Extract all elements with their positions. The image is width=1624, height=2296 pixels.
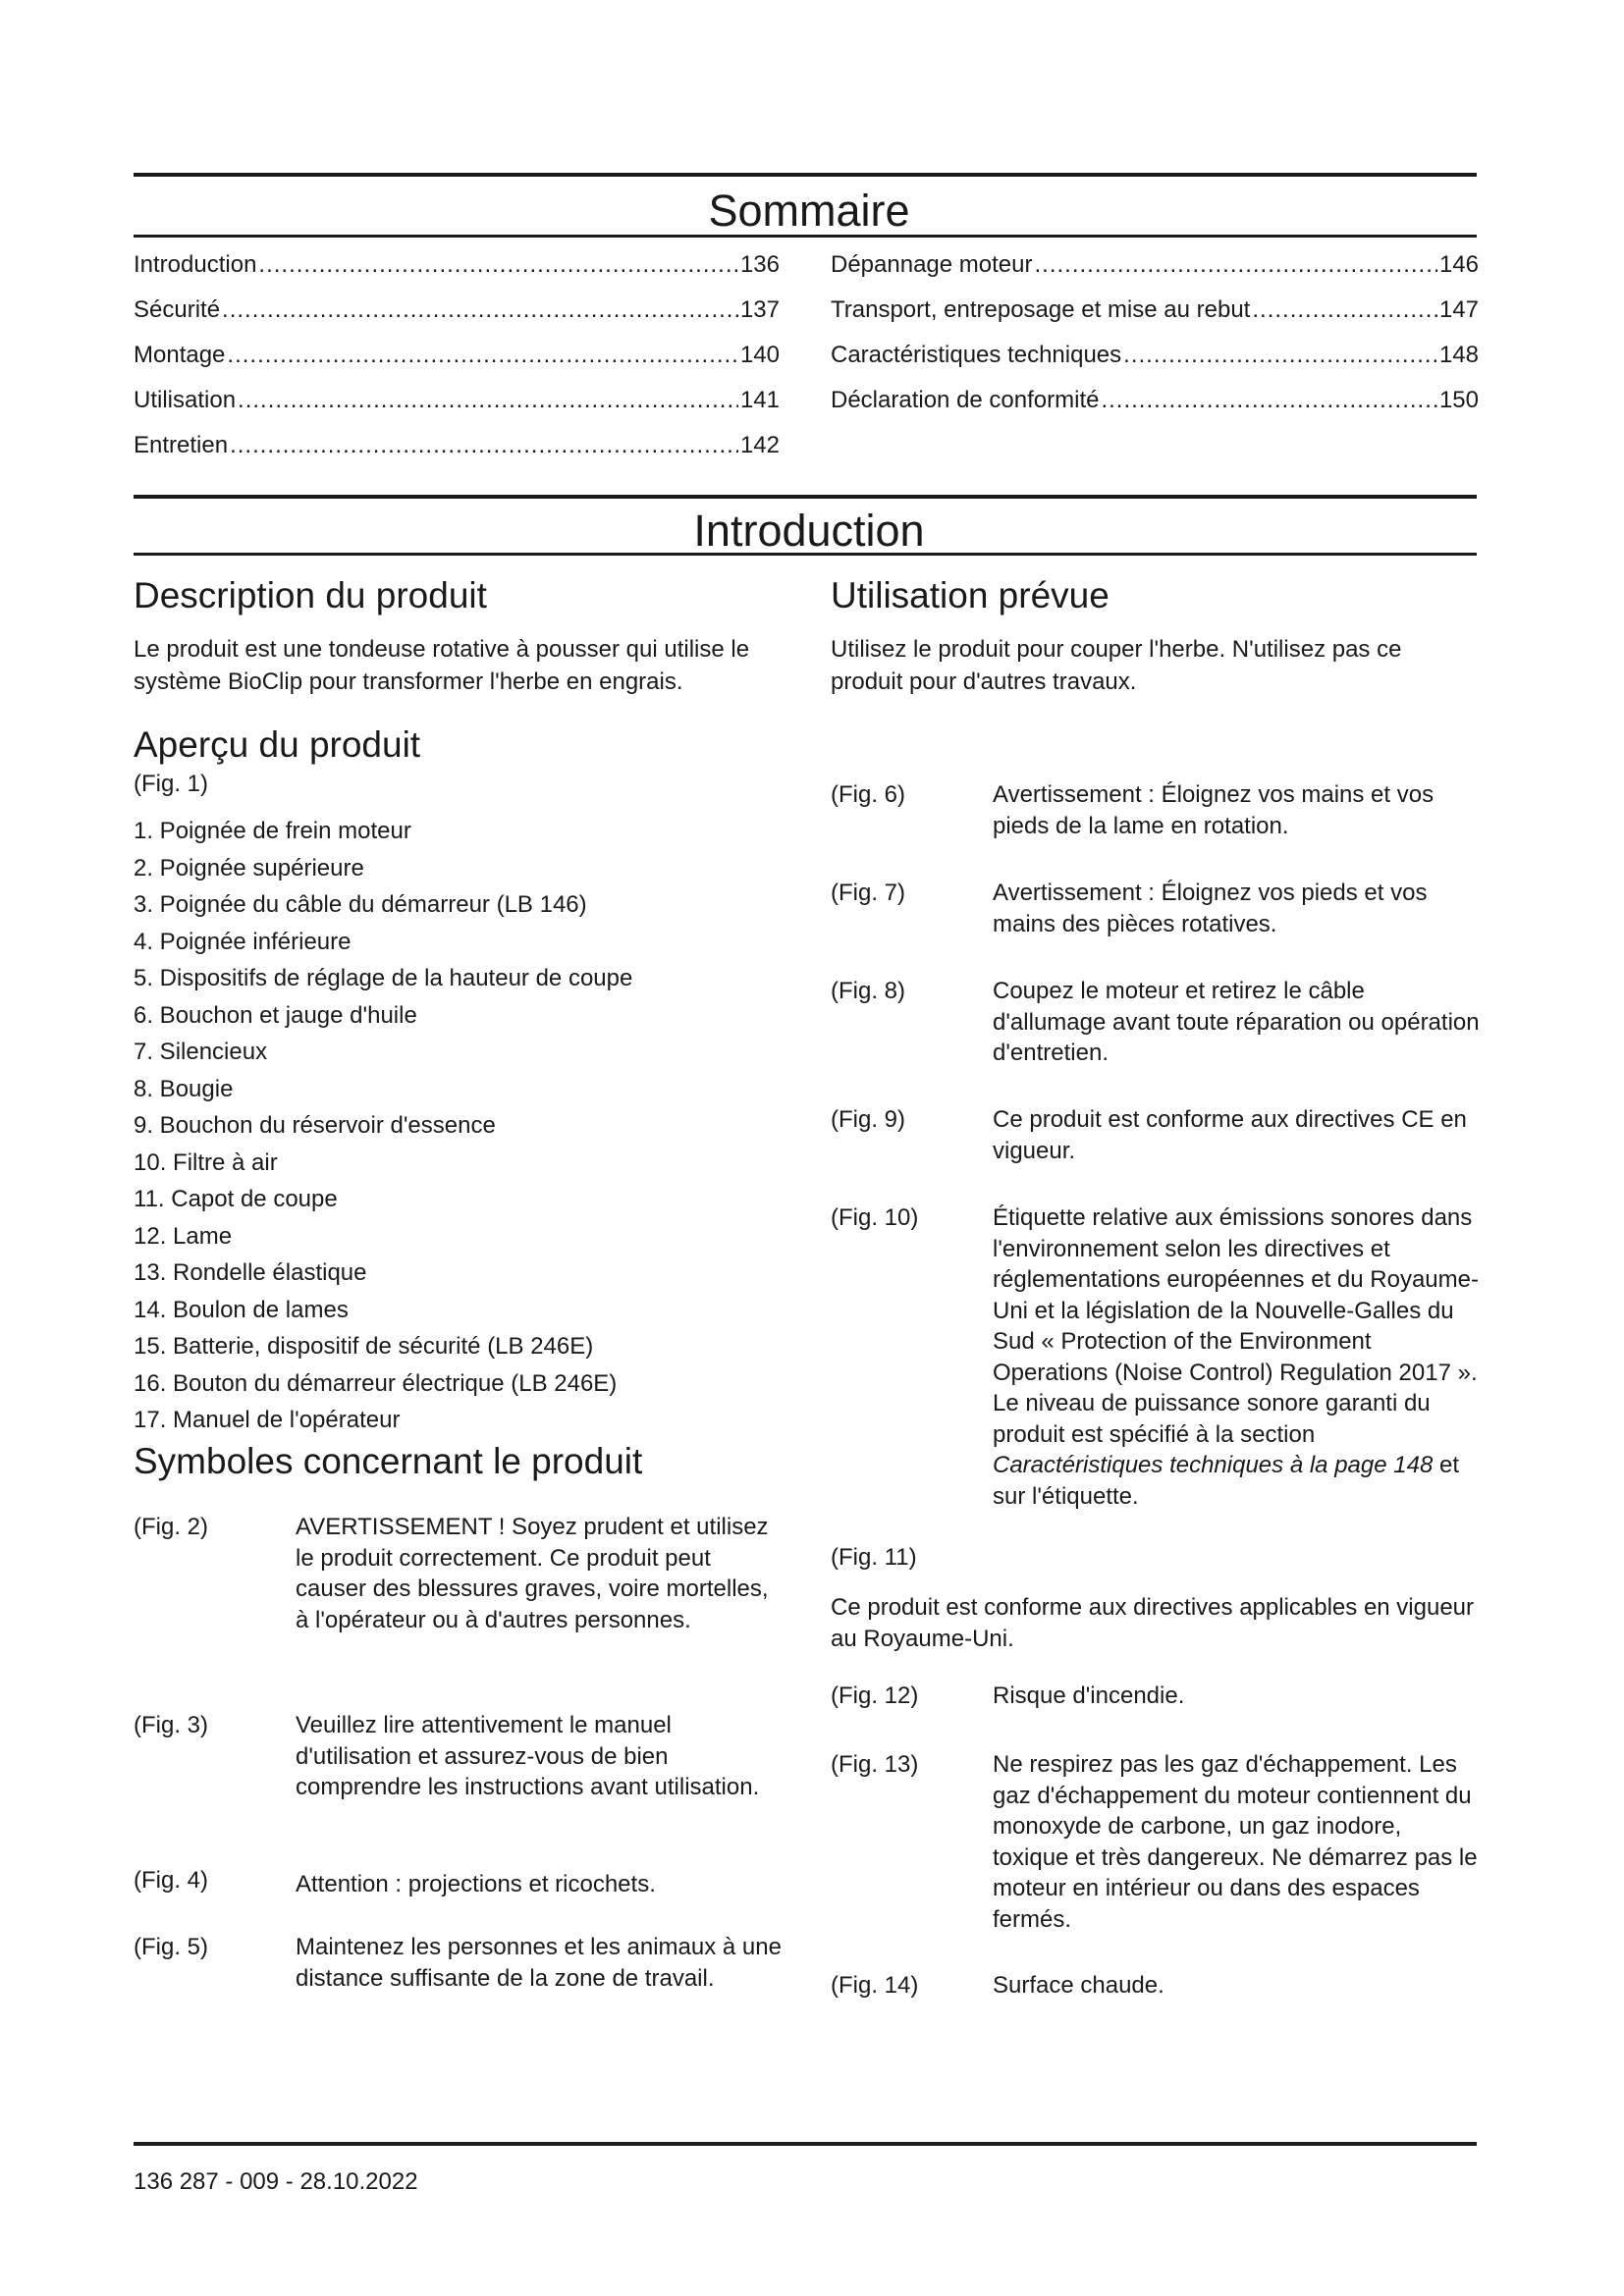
list-item: 7. Silencieux [134, 1039, 268, 1065]
toc-right-column [831, 251, 1479, 432]
intended-use-text: Utilisez le produit pour couper l'herbe. N'utilisez pas ce produit pour d'autres travaux. [831, 636, 1402, 695]
list-item: 9. Bouchon du réservoir d'essence [134, 1112, 496, 1139]
symbol-description: AVERTISSEMENT ! Soyez prudent et utilisez le produit correctement. Ce produit peut causer des blessures graves, voire mortelles, à l'opérateur ou à d'autres personnes. [296, 1514, 769, 1633]
toc-entry-montage[interactable]: Montage ..... 140 [134, 342, 780, 387]
fig-ref: (Fig. 2) [134, 1514, 209, 1540]
introduction-title: Introduction [693, 506, 925, 556]
symbol-description: Veuillez lire attentivement le manuel d'utilisation et assurez-vous de bien comprendre les instructions avant utilisation. [296, 1712, 760, 1800]
overview-list [134, 815, 782, 1441]
toc-entry-caracteristiques[interactable]: Caractéristiques techniques ..... 148 [831, 342, 1479, 387]
toc-left-column [134, 251, 780, 477]
toc-entry-declaration[interactable]: Déclaration de conformité ..... 150 [831, 387, 1479, 432]
list-item: 15. Batterie, dispositif de sécurité (LB 246E) [134, 1333, 594, 1360]
list-item: 4. Poignée inférieure [134, 928, 352, 955]
intended-use-heading: Utilisation prévue [831, 575, 1110, 615]
symbol-description: Étiquette relative aux émissions sonores dans l'environnement selon les directives et réglementations européennes et du Royaume-Uni et la législation de la Nouvelle-Galles du Sud « Protection of the Environment Operations (Noise Control) Regulation 2017 ». Le niveau de puissance sonore garanti du produit est spécifié à la section Caractéristiques techniques à la page 148 et sur l'étiquette. [993, 1204, 1479, 1510]
footer-doc-reference: 136 287 - 009 - 28.10.2022 [134, 2168, 418, 2195]
description-heading: Description du produit [134, 575, 487, 615]
toc-banner [134, 173, 1477, 238]
toc-entry-securite[interactable]: Sécurité ..... 137 [134, 296, 780, 342]
symbols-heading: Symboles concernant le produit [134, 1441, 643, 1481]
fig-ref: (Fig. 12) [831, 1682, 919, 1709]
symbol-description: Attention : projections et ricochets. [296, 1871, 656, 1897]
symbol-description: Surface chaude. [993, 1972, 1164, 1999]
symbol-description: Coupez le moteur et retirez le câble d'allumage avant toute réparation ou opération d'entretien. [993, 978, 1480, 1066]
symbol-description: Avertissement : Éloignez vos pieds et vos mains des pièces rotatives. [993, 880, 1428, 937]
list-item: 6. Bouchon et jauge d'huile [134, 1001, 417, 1029]
symbol-description: Ce produit est conforme aux directives applicables en vigueur au Royaume-Uni. [831, 1594, 1475, 1652]
fig-ref: (Fig. 8) [831, 978, 906, 1004]
symbol-description: Avertissement : Éloignez vos mains et vos pieds de la lame en rotation. [993, 781, 1435, 839]
toc-entry-transport[interactable]: Transport, entreposage et mise au rebut ..... 147 [831, 296, 1479, 342]
symbol-description: Maintenez les personnes et les animaux à une distance suffisante de la zone de travail. [296, 1934, 782, 1992]
toc-entry-introduction[interactable]: Introduction ..... 136 [134, 251, 780, 296]
fig-ref: (Fig. 11) [831, 1544, 917, 1571]
fig-ref: (Fig. 6) [831, 781, 906, 808]
list-item: 10. Filtre à air [134, 1148, 278, 1176]
list-item: 12. Lame [134, 1222, 233, 1250]
list-item: 2. Poignée supérieure [134, 854, 364, 881]
introduction-banner [134, 495, 1477, 556]
fig-ref: (Fig. 4) [134, 1867, 209, 1894]
description-text: Le produit est une tondeuse rotative à pousser qui utilise le système BioClip pour transformer l'herbe en engrais. [134, 636, 750, 695]
toc-entry-utilisation[interactable]: Utilisation ..... 141 [134, 387, 780, 432]
fig-ref: (Fig. 7) [831, 880, 906, 906]
list-item: 8. Bougie [134, 1075, 234, 1102]
fig-ref: (Fig. 9) [831, 1106, 906, 1133]
fig-ref: (Fig. 10) [831, 1204, 919, 1231]
fig-ref: (Fig. 5) [134, 1934, 209, 1960]
toc-entry-depannage[interactable]: Dépannage moteur ..... 146 [831, 251, 1479, 296]
symbol-description: Risque d'incendie. [993, 1682, 1185, 1709]
list-item: 5. Dispositifs de réglage de la hauteur de coupe [134, 965, 633, 991]
toc-title: Sommaire [708, 186, 910, 236]
symbol-description: Ce produit est conforme aux directives CE en vigueur. [993, 1106, 1467, 1164]
overview-fig-ref: (Fig. 1) [134, 771, 209, 797]
list-item: 1. Poignée de frein moteur [134, 818, 411, 844]
list-item: 14. Boulon de lames [134, 1296, 349, 1323]
fig-ref: (Fig. 3) [134, 1712, 209, 1738]
fig-ref: (Fig. 13) [831, 1751, 919, 1778]
cross-reference-link[interactable]: Caractéristiques techniques à la page 148 [993, 1452, 1434, 1478]
list-item: 3. Poignée du câble du démarreur (LB 146) [134, 891, 587, 918]
list-item: 11. Capot de coupe [134, 1186, 338, 1212]
toc-entry-entretien[interactable]: Entretien ..... 142 [134, 432, 780, 477]
list-item: 16. Bouton du démarreur électrique (LB 246E) [134, 1369, 618, 1397]
fig-ref: (Fig. 14) [831, 1972, 919, 1999]
list-item: 17. Manuel de l'opérateur [134, 1407, 401, 1433]
symbol-description: Ne respirez pas les gaz d'échappement. Les gaz d'échappement du moteur contiennent du monoxyde de carbone, un gaz inodore, toxique et très dangereux. Ne démarrez pas le moteur en intérieur ou dans des espaces fermés. [993, 1751, 1478, 1933]
overview-heading: Aperçu du produit [134, 724, 421, 765]
footer-divider [134, 2142, 1477, 2146]
list-item: 13. Rondelle élastique [134, 1259, 367, 1286]
